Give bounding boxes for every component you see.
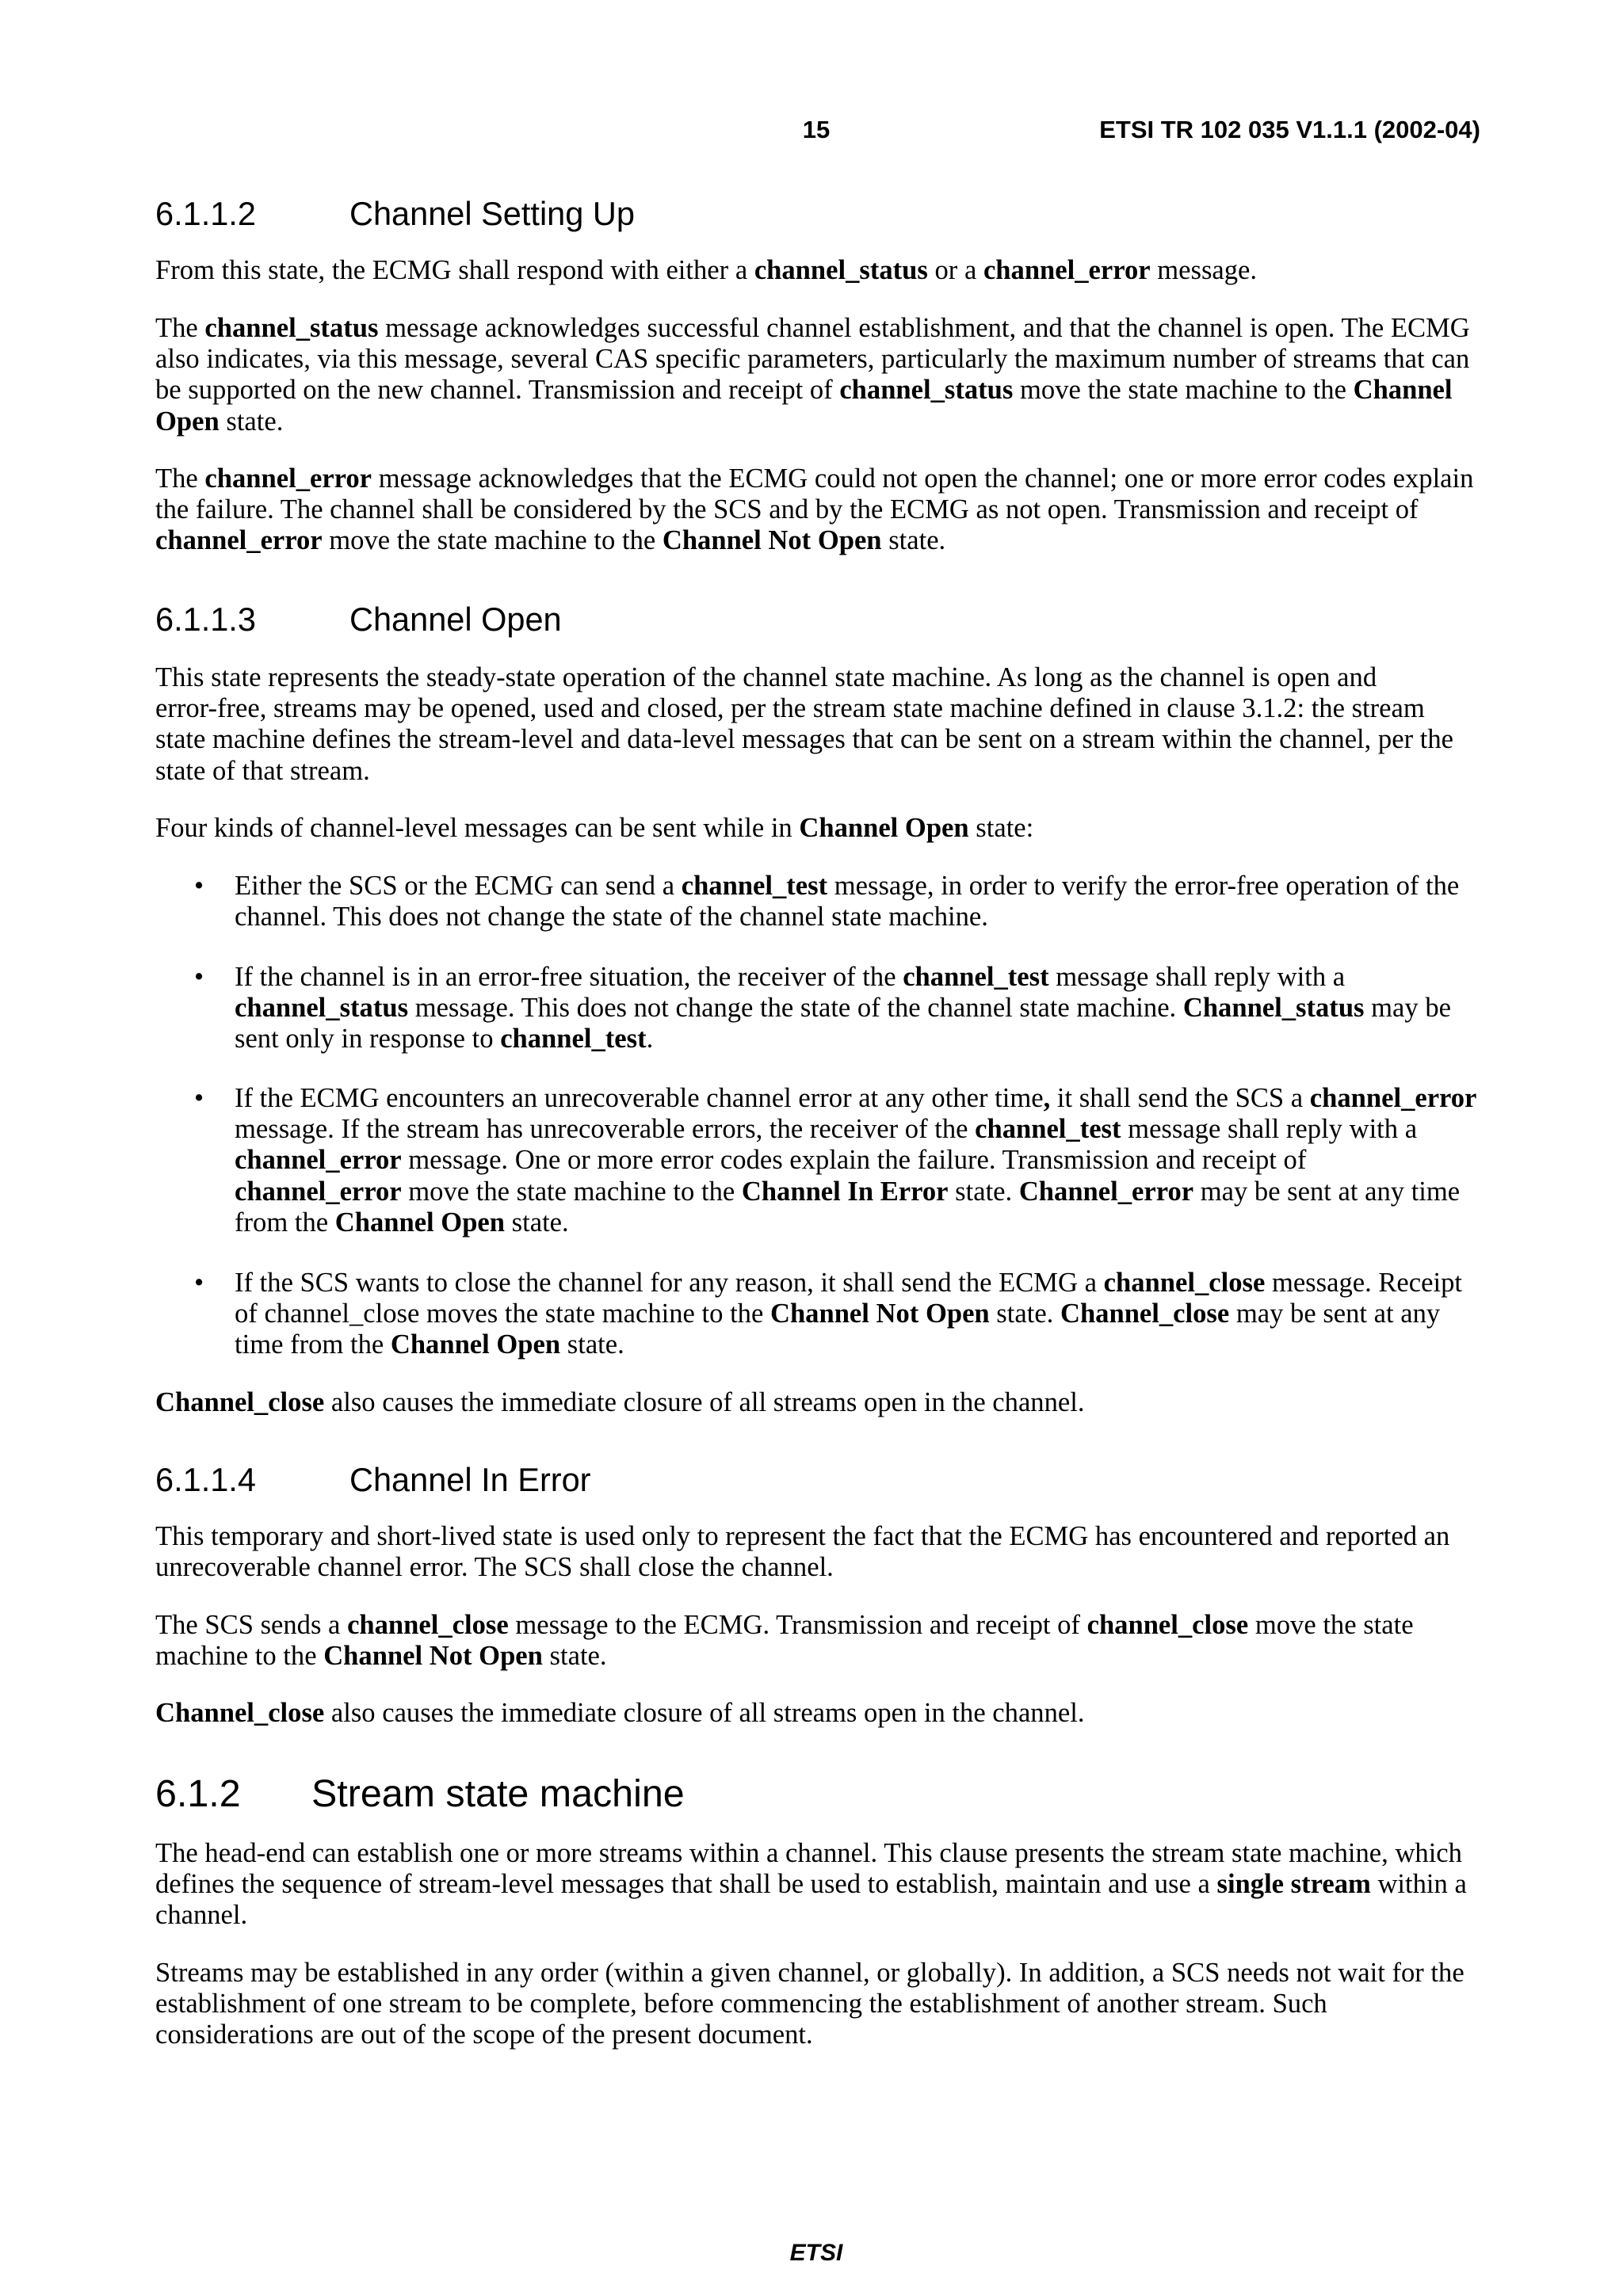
- text-run: the failure. The channel shall be considered by the SCS and by the ECMG as not open. Transmission and receipt of: [155, 494, 1419, 525]
- text-run: may be sent at any time: [1193, 1176, 1461, 1207]
- text-line: [235, 1114, 1487, 1145]
- text-line: [155, 1989, 1487, 2019]
- bold-term: channel_error: [235, 1176, 402, 1207]
- text-run: move the state machine to the: [322, 525, 663, 556]
- text-line: [155, 693, 1487, 724]
- text-run: state.: [219, 406, 284, 437]
- text-run: Either the SCS or the ECMG can send a: [235, 871, 682, 901]
- bullet-item: [155, 1083, 1487, 1238]
- bold-term: Channel Not Open: [662, 525, 882, 556]
- text-line: [235, 1145, 1487, 1176]
- text-line: [155, 1552, 1487, 1583]
- bold-term: Channel Not Open: [769, 1299, 990, 1329]
- text-run: state.: [560, 1329, 624, 1360]
- text-run: within a: [1370, 1869, 1467, 1900]
- bullet-item: [155, 1268, 1487, 1361]
- heading-title: Channel In Error: [349, 1461, 591, 1498]
- bold-term: channel_test: [975, 1114, 1121, 1145]
- bold-term: Channel Open: [390, 1329, 561, 1360]
- section-heading: [155, 1461, 590, 1499]
- text-line: [235, 1177, 1487, 1207]
- text-line: [235, 871, 1487, 902]
- text-run: establishment of one stream to be complete, before commencing the establishment of another stream. Such: [155, 1989, 1327, 2019]
- bold-term: channel_test: [500, 1024, 647, 1055]
- text-line: [235, 1268, 1487, 1299]
- text-run: machine to the: [155, 1641, 324, 1672]
- bold-term: channel_status: [235, 993, 409, 1024]
- text-line: [155, 525, 1487, 556]
- text-run: channel. This does not change the state of the channel state machine.: [235, 902, 988, 933]
- bold-term: Channel_close: [1060, 1299, 1230, 1329]
- text-run: message to the ECMG. Transmission and receipt of: [508, 1610, 1087, 1640]
- bold-term: channel_status: [839, 375, 1014, 406]
- text-line: [155, 375, 1487, 406]
- bullet-item: [155, 962, 1487, 1055]
- paragraph: [155, 662, 1487, 787]
- text-run: of channel_close moves the state machine to the: [235, 1299, 770, 1329]
- text-line: [155, 344, 1487, 375]
- paragraph: [155, 1610, 1487, 1672]
- text-line: [235, 962, 1487, 993]
- bold-term: channel_close: [347, 1610, 509, 1640]
- text-line: [155, 1610, 1487, 1641]
- bold-term: Channel_status: [1182, 993, 1365, 1024]
- text-run: message.: [1150, 255, 1258, 285]
- text-run: message shall reply with a: [1121, 1114, 1418, 1145]
- text-run: unrecoverable channel error. The SCS shall close the channel.: [155, 1552, 834, 1583]
- text-run: error-free, streams may be opened, used and closed, per the stream state machine defined in clause 3.1.2: the stream: [155, 693, 1425, 724]
- heading-number: 6.1.1.3: [155, 601, 256, 638]
- text-run: state.: [881, 525, 946, 556]
- bold-term: channel_test: [681, 871, 828, 901]
- text-run: may be sent at any: [1229, 1299, 1441, 1329]
- text-run: state.: [948, 1176, 1019, 1207]
- bold-term: channel_error: [204, 463, 372, 494]
- section-heading: [155, 195, 635, 233]
- text-run: message acknowledges that the ECMG could not open the channel; one or more error codes explain: [372, 463, 1474, 494]
- text-line: [235, 1083, 1487, 1114]
- text-line: [235, 1207, 1487, 1238]
- bold-term: single stream: [1216, 1869, 1371, 1900]
- paragraph: [155, 1698, 1487, 1729]
- text-run: sent only in response to: [235, 1024, 501, 1055]
- page-footer: ETSI: [789, 2240, 843, 2266]
- heading-title: Channel Setting Up: [349, 195, 635, 232]
- text-line: [155, 1869, 1487, 1900]
- text-line: [155, 662, 1487, 693]
- bold-term: channel_test: [903, 962, 1049, 992]
- document-reference: ETSI TR 102 035 V1.1.1 (2002-04): [1099, 116, 1480, 143]
- page-number: 15: [802, 116, 831, 143]
- bold-term: Channel_error: [1018, 1176, 1194, 1207]
- text-run: From this state, the ECMG shall respond with either a: [155, 255, 754, 285]
- text-run: message. One or more error codes explain the failure. Transmission and receipt of: [401, 1145, 1307, 1176]
- text-run: also causes the immediate closure of all streams open in the channel.: [324, 1698, 1085, 1728]
- text-run: may be: [1364, 993, 1451, 1024]
- text-line: [235, 1024, 1487, 1055]
- text-run: .: [646, 1024, 654, 1055]
- text-line: [155, 724, 1487, 755]
- text-run: time from the: [235, 1329, 391, 1360]
- text-line: [235, 993, 1487, 1024]
- bold-term: channel_error: [235, 1145, 402, 1176]
- bold-term: Open: [155, 406, 220, 437]
- text-run: state of that stream.: [155, 755, 370, 786]
- text-line: [155, 255, 1487, 286]
- text-run: from the: [235, 1207, 335, 1238]
- text-run: move the state: [1248, 1610, 1414, 1640]
- bold-term: Channel_close: [155, 1387, 325, 1417]
- bold-term: channel_status: [754, 255, 928, 285]
- text-run: If the SCS wants to close the channel for any reason, it shall send the ECMG a: [235, 1268, 1104, 1298]
- text-line: [235, 1329, 1487, 1360]
- bold-term: channel_close: [1103, 1268, 1266, 1298]
- text-run: also indicates, via this message, several CAS specific parameters, particularly the maximum number of streams that can: [155, 344, 1470, 375]
- heading-number: 6.1.2: [155, 1772, 241, 1815]
- text-run: be supported on the new channel. Transmission and receipt of: [155, 375, 840, 406]
- heading-title: Stream state machine: [311, 1772, 685, 1815]
- text-run: message acknowledges successful channel establishment, and that the channel is open. The ECMG: [378, 313, 1470, 343]
- text-line: [155, 1387, 1487, 1418]
- text-run: The SCS sends a: [155, 1610, 348, 1640]
- text-run: This temporary and short-lived state is used only to represent the fact that the ECMG has encountered and reported an: [155, 1521, 1450, 1551]
- text-run: considerations are out of the scope of the present document.: [155, 2019, 813, 2050]
- paragraph: [155, 1387, 1487, 1418]
- text-line: [155, 1698, 1487, 1729]
- bold-term: channel_error: [983, 255, 1151, 285]
- bold-term: ,: [1043, 1083, 1051, 1113]
- text-line: [155, 313, 1487, 344]
- text-run: state.: [989, 1299, 1060, 1329]
- bullet-icon: •: [194, 1083, 204, 1113]
- text-line: [155, 2019, 1487, 2050]
- bold-term: Channel: [1353, 375, 1453, 406]
- section-heading: [155, 1772, 685, 1816]
- text-run: This state represents the steady-state operation of the channel state machine. As long as the channel is open and: [155, 662, 1377, 692]
- text-run: move the state machine to the: [1013, 375, 1354, 406]
- text-line: [155, 463, 1487, 494]
- bullet-icon: •: [194, 962, 204, 992]
- bold-term: Channel Not Open: [323, 1641, 543, 1672]
- bold-term: Channel Open: [799, 813, 969, 843]
- paragraph: [155, 1521, 1487, 1583]
- text-line: [155, 406, 1487, 437]
- bold-term: channel_error: [1309, 1083, 1477, 1113]
- bold-term: Channel_close: [155, 1698, 325, 1728]
- bullet-text: [235, 1268, 1487, 1361]
- text-run: state.: [542, 1641, 607, 1672]
- bullet-icon: •: [194, 1268, 204, 1298]
- text-run: The head-end can establish one or more streams within a channel. This clause presents the stream state machine, which: [155, 1838, 1462, 1868]
- text-run: If the ECMG encounters an unrecoverable channel error at any other time: [235, 1083, 1044, 1113]
- text-line: [155, 1958, 1487, 1989]
- text-run: defines the sequence of stream-level messages that shall be used to establish, maintain and use a: [155, 1869, 1217, 1900]
- text-run: message, in order to verify the error-free operation of the: [827, 871, 1460, 901]
- bullet-text: [235, 871, 1487, 933]
- text-line: [155, 1900, 1487, 1931]
- text-run: Streams may be established in any order (within a given channel, or globally). In addition, a SCS needs not wait for the: [155, 1958, 1465, 1988]
- text-run: or a: [927, 255, 983, 285]
- text-run: state machine defines the stream-level and data-level messages that can be sent on a stream within the channel, per the: [155, 724, 1453, 755]
- text-line: [235, 1299, 1487, 1329]
- section-heading: [155, 601, 562, 639]
- bullet-icon: •: [194, 871, 204, 901]
- text-line: [155, 813, 1487, 844]
- text-line: [155, 494, 1487, 525]
- text-run: move the state machine to the: [401, 1176, 742, 1207]
- text-line: [155, 1641, 1487, 1672]
- heading-number: 6.1.1.4: [155, 1461, 256, 1498]
- bold-term: channel_close: [1086, 1610, 1249, 1640]
- paragraph: [155, 813, 1487, 844]
- text-run: message. If the stream has unrecoverable errors, the receiver of the: [235, 1114, 976, 1145]
- paragraph: [155, 255, 1487, 286]
- text-run: The: [155, 463, 205, 494]
- paragraph: [155, 1838, 1487, 1932]
- bold-term: channel_status: [204, 313, 379, 343]
- text-line: [155, 1838, 1487, 1869]
- text-run: message. This does not change the state of the channel state machine.: [408, 993, 1183, 1024]
- text-run: state:: [968, 813, 1034, 843]
- bullet-text: [235, 1083, 1487, 1238]
- paragraph: [155, 313, 1487, 437]
- bold-term: Channel Open: [334, 1207, 506, 1238]
- text-run: message. Receipt: [1265, 1268, 1462, 1298]
- heading-number: 6.1.1.2: [155, 195, 256, 232]
- paragraph: [155, 1958, 1487, 2051]
- text-line: [155, 756, 1487, 787]
- bold-term: Channel In Error: [741, 1176, 949, 1207]
- paragraph: [155, 463, 1487, 557]
- text-run: it shall send the SCS a: [1050, 1083, 1310, 1113]
- bullet-item: [155, 871, 1487, 933]
- text-run: state.: [505, 1207, 569, 1238]
- text-run: Four kinds of channel-level messages can be sent while in: [155, 813, 800, 843]
- text-line: [235, 902, 1487, 933]
- text-run: also causes the immediate closure of all streams open in the channel.: [324, 1387, 1085, 1417]
- bullet-text: [235, 962, 1487, 1055]
- text-run: If the channel is in an error-free situation, the receiver of the: [235, 962, 903, 992]
- text-run: The: [155, 313, 205, 343]
- text-run: message shall reply with a: [1048, 962, 1346, 992]
- heading-title: Channel Open: [349, 601, 562, 638]
- bold-term: channel_error: [155, 525, 323, 556]
- text-line: [155, 1521, 1487, 1552]
- text-run: channel.: [155, 1900, 248, 1931]
